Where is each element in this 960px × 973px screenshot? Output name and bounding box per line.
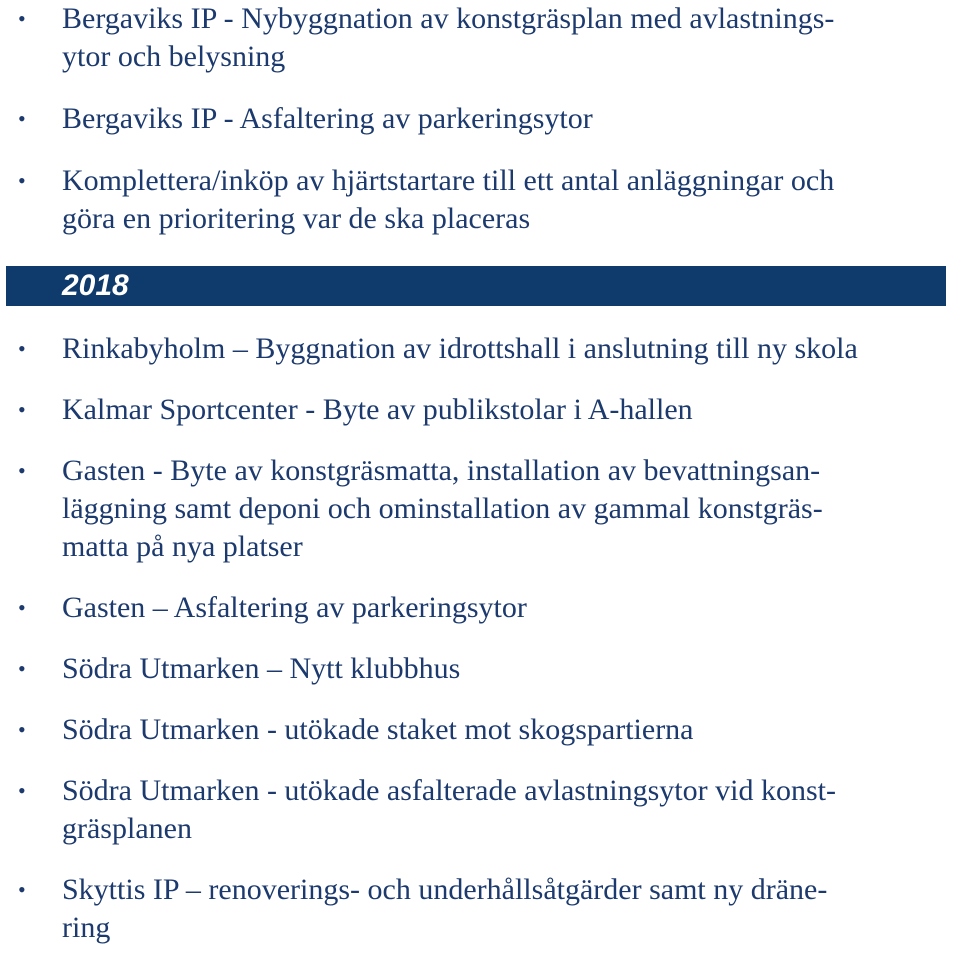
- bullet-icon: •: [18, 336, 26, 361]
- list-item-text: Kalmar Sportcenter - Byte av publikstolar i A-hallen: [62, 393, 693, 426]
- bullet-icon: •: [18, 656, 26, 681]
- list-item: [0, 330, 960, 368]
- list-item: [0, 650, 960, 688]
- list-item: [0, 452, 960, 566]
- list-item: [0, 162, 960, 238]
- list-item-text: Södra Utmarken – Nytt klubbhus: [62, 652, 461, 685]
- bullet-icon: •: [18, 717, 26, 742]
- section-year-label: 2018: [62, 269, 129, 302]
- bullet-icon: •: [18, 458, 26, 483]
- list-item-text: Rinkabyholm – Byggnation av idrottshall i anslutning till ny skola: [62, 332, 858, 365]
- list-item: [0, 772, 960, 848]
- list-item-text: Skyttis IP – renoverings- och underhållsåtgärder samt ny dräne- ring: [62, 873, 828, 944]
- list-item-text: Bergaviks IP - Asfaltering av parkeringsytor: [62, 102, 593, 135]
- bullet-icon: •: [18, 778, 26, 803]
- list-item-text: Komplettera/inköp av hjärtstartare till ett antal anläggningar och göra en prioritering var de ska placeras: [62, 164, 835, 235]
- bullet-icon: •: [18, 595, 26, 620]
- bullet-icon: •: [18, 168, 26, 193]
- list-item-text: Gasten - Byte av konstgräsmatta, installation av bevattningsan- läggning samt deponi och ominstallation av gammal konstgräs- matta på nya platser: [62, 454, 823, 563]
- bullet-list-after: [0, 330, 960, 947]
- list-item-text: Bergaviks IP - Nybyggnation av konstgräsplan med avlastnings- ytor och belysning: [62, 2, 835, 73]
- bullet-list-before: [0, 0, 960, 238]
- section-year-bar: [6, 266, 946, 306]
- bullet-icon: •: [18, 877, 26, 902]
- list-item: [0, 589, 960, 627]
- list-item-text: Gasten – Asfaltering av parkeringsytor: [62, 591, 527, 624]
- list-item: [0, 100, 960, 138]
- bullet-icon: •: [18, 106, 26, 131]
- list-item-text: Södra Utmarken - utökade staket mot skogspartierna: [62, 713, 694, 746]
- bullet-icon: •: [18, 397, 26, 422]
- list-item: [0, 871, 960, 947]
- list-item: [0, 711, 960, 749]
- bullet-icon: •: [18, 6, 26, 31]
- list-item: [0, 0, 960, 76]
- list-item-text: Södra Utmarken - utökade asfalterade avlastningsytor vid konst- gräsplanen: [62, 774, 836, 845]
- list-item: [0, 391, 960, 429]
